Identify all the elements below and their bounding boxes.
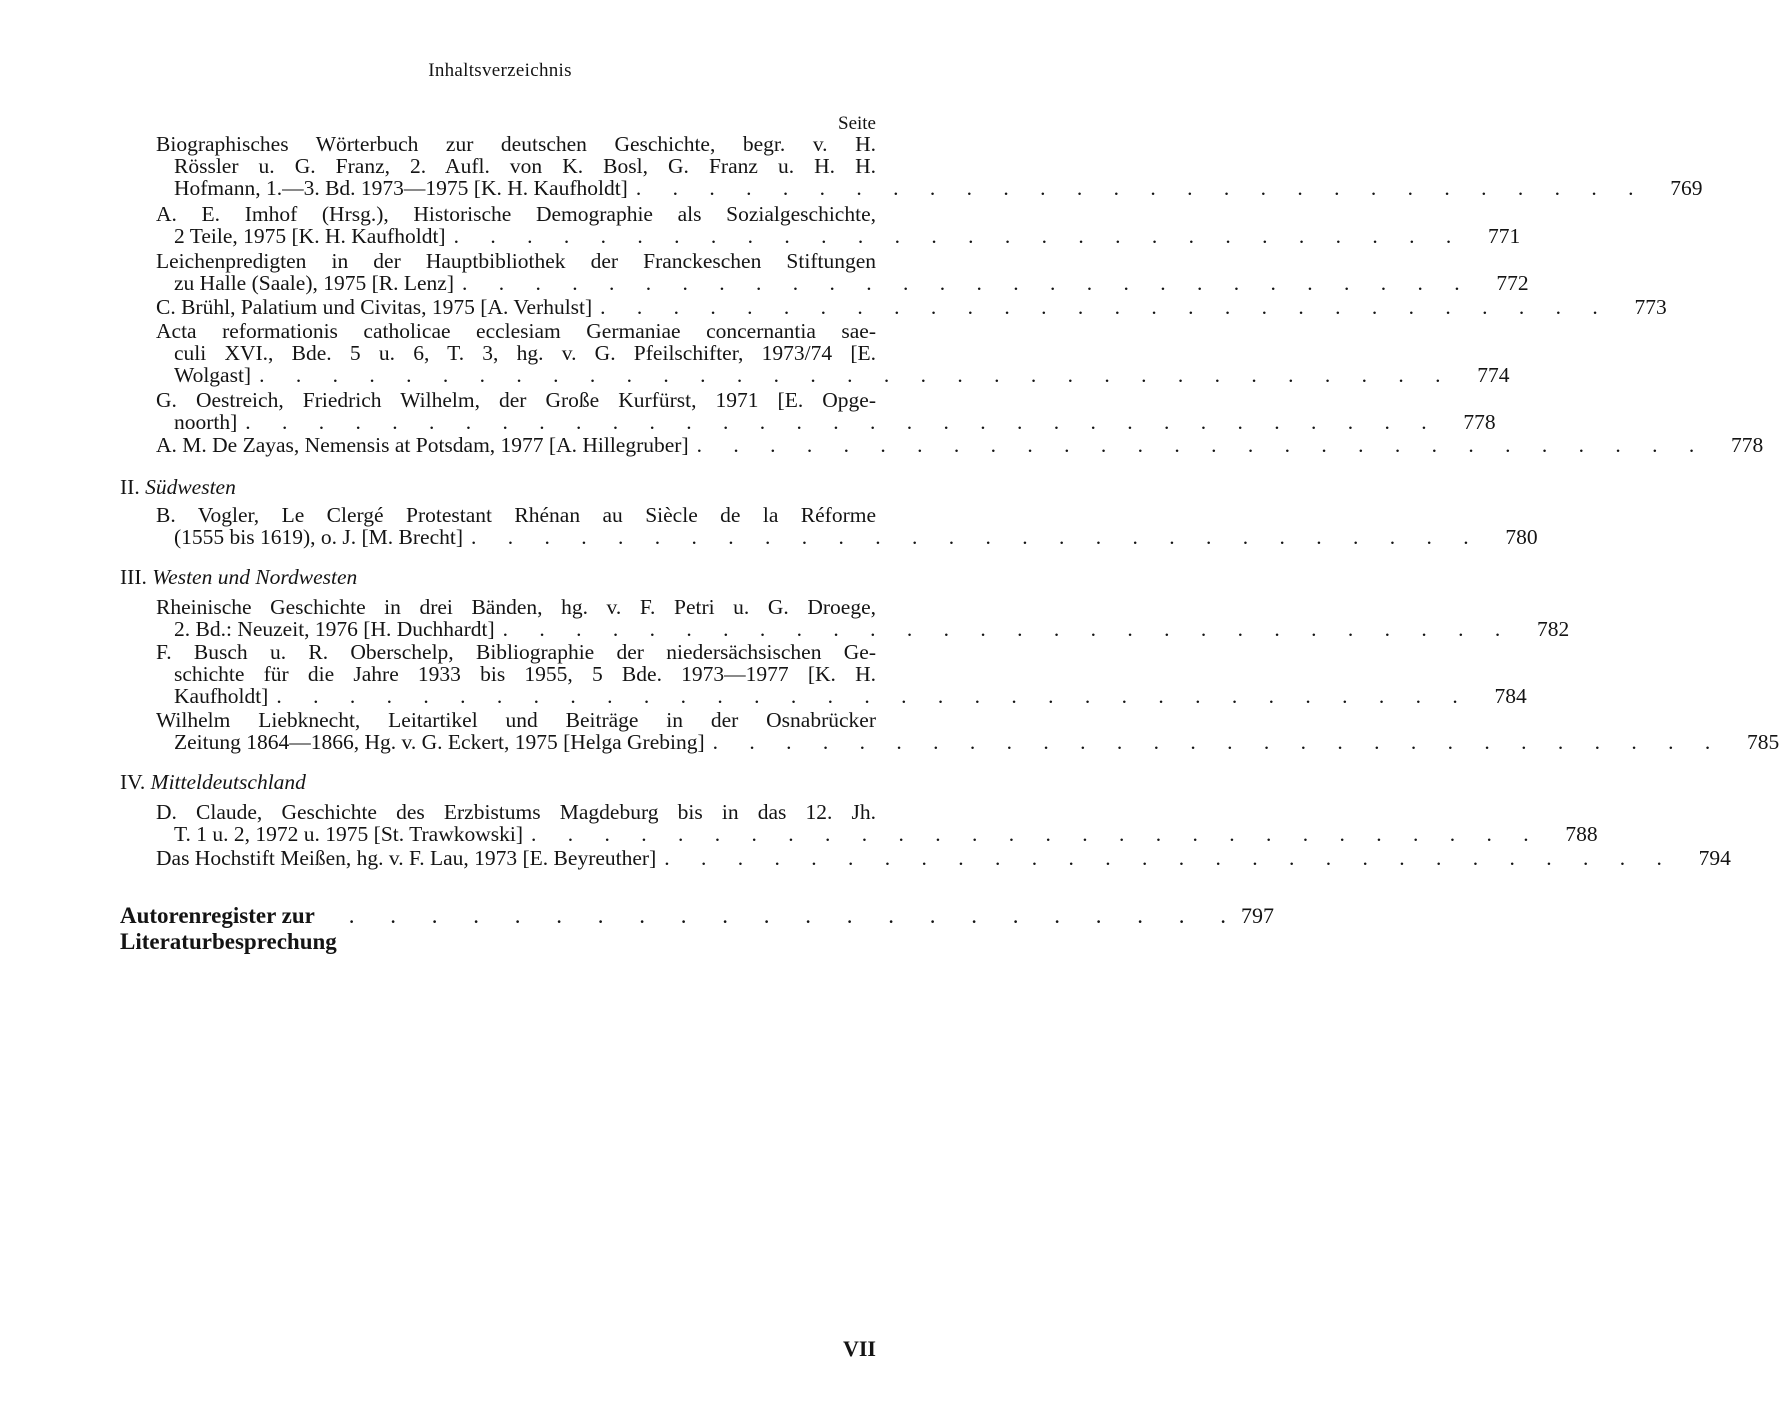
- entry-last-line: [156, 617, 1570, 641]
- page-number: 772: [1496, 271, 1529, 295]
- folio: VII: [842, 1336, 876, 1361]
- page-number: 784: [1494, 684, 1527, 708]
- entry-last-line: [156, 224, 1521, 248]
- leader-dots: . . . . . . . . . . . . . . . . . . . . . . . . . . . . . . . . .: [276, 684, 1471, 708]
- section-title: Mitteldeutschland: [150, 770, 306, 794]
- leader-dots: . . . . . . . . . . . . . . . . . . . . . . . . . . . .: [531, 822, 1542, 846]
- leader-dots: . . . . . . . . . . . . . . . . . . . . . . . . . . . .: [712, 730, 1724, 754]
- section-heading: [120, 770, 306, 795]
- entry-last-line: [156, 410, 1496, 434]
- page-column-label: Seite: [838, 113, 876, 134]
- entry-text: noorth]: [174, 410, 238, 434]
- page-number: 778: [1731, 433, 1764, 457]
- leader-dots: . . . . . . . . . . . . . . . . . . . . . . . . . . . .: [453, 224, 1465, 248]
- toc-entry: [156, 640, 1527, 708]
- leader-dots: . . . . . . . . . . . . . . . . . . . . . . . . . . . .: [502, 617, 1514, 641]
- toc-entry: [156, 388, 1496, 434]
- section-number: II.: [120, 475, 140, 499]
- toc-entry: [156, 319, 1510, 387]
- section-title: Westen und Nordwesten: [152, 565, 358, 589]
- entry-last-line: [156, 295, 1667, 319]
- entry-line: schichte für die Jahre 1933 bis 1955, 5 Bde. 1973—1977 [K. H.: [174, 662, 876, 686]
- running-head: Inhaltsverzeichnis: [428, 60, 572, 81]
- entry-last-line: [156, 433, 1764, 457]
- entry-text: zu Halle (Saale), 1975 [R. Lenz]: [174, 271, 454, 295]
- section-title: Südwesten: [145, 475, 236, 499]
- author-index-entry: [120, 903, 1275, 955]
- entry-last-line: [156, 822, 1598, 846]
- page-number: 782: [1537, 617, 1570, 641]
- entry-last-line: [156, 730, 1779, 754]
- leader-dots: . . . . . . . . . . . . . . . . . . . . . . . . . . . .: [471, 525, 1482, 549]
- entry-last-line: [156, 525, 1538, 549]
- leader-dots: . . . . . . . . . . . . . . . . . . . . . . . . . . . . . . . . .: [245, 410, 1440, 434]
- entry-last-line: [156, 271, 1529, 295]
- entry-line: Biographisches Wörterbuch zur deutschen Geschichte, begr. v. H.: [156, 132, 876, 156]
- page-number: 778: [1463, 410, 1496, 434]
- entry-text: Das Hochstift Meißen, hg. v. F. Lau, 1973 [E. Beyreuther]: [156, 846, 657, 870]
- entry-text: Wolgast]: [174, 363, 252, 387]
- section-number: IV.: [120, 770, 146, 794]
- entry-line: Acta reformationis catholicae ecclesiam Germaniae concernantia sae-: [156, 319, 876, 343]
- entry-line: G. Oestreich, Friedrich Wilhelm, der Große Kurfürst, 1971 [E. Opge-: [156, 388, 876, 412]
- page-number: 797: [1241, 903, 1275, 928]
- entry-line: F. Busch u. R. Oberschelp, Bibliographie der niedersächsischen Ge-: [156, 640, 876, 664]
- entry-line: culi XVI., Bde. 5 u. 6, T. 3, hg. v. G. Pfeilschifter, 1973/74 [E.: [174, 341, 876, 365]
- entry-line: A. E. Imhof (Hrsg.), Historische Demographie als Sozialgeschichte,: [156, 202, 876, 226]
- page-number: 769: [1670, 176, 1703, 200]
- toc-entry: [156, 846, 1731, 870]
- page-number: 788: [1565, 822, 1598, 846]
- entry-text: Zeitung 1864—1866, Hg. v. G. Eckert, 1975 [Helga Grebing]: [174, 730, 705, 754]
- page-number: 780: [1505, 525, 1538, 549]
- entry-line: Wilhelm Liebknecht, Leitartikel und Beiträge in der Osnabrücker: [156, 708, 876, 732]
- entry-text: T. 1 u. 2, 1972 u. 1975 [St. Trawkowski]: [174, 822, 523, 846]
- entry-text: 2. Bd.: Neuzeit, 1976 [H. Duchhardt]: [174, 617, 495, 641]
- entry-last-line: [156, 363, 1510, 387]
- entry-text: Hofmann, 1.—3. Bd. 1973—1975 [K. H. Kaufholdt]: [174, 176, 628, 200]
- author-index-title: Autorenregister zur Literaturbesprechung: [120, 903, 337, 954]
- entry-last-line: [156, 684, 1527, 708]
- page-number: 785: [1747, 730, 1779, 754]
- entry-text: 2 Teile, 1975 [K. H. Kaufholdt]: [174, 224, 446, 248]
- leader-dots: . . . . . . . . . . . . . . . . . . . . . . . . . . . .: [461, 271, 1473, 295]
- toc-entry: [156, 595, 1570, 641]
- page-number: 794: [1698, 846, 1731, 870]
- toc-entry: [156, 433, 1764, 457]
- toc-entry: [156, 503, 1538, 549]
- toc-entry: [156, 132, 1703, 200]
- entry-line: Leichenpredigten in der Hauptbibliothek der Franckeschen Stiftungen: [156, 249, 876, 273]
- leader-dots: . . . . . . . . . . . . . . . . . . . . . .: [348, 903, 1242, 928]
- entry-line: D. Claude, Geschichte des Erzbistums Magdeburg bis in das 12. Jh.: [156, 800, 876, 824]
- entry-text: Kaufholdt]: [174, 684, 269, 708]
- page-number: 774: [1477, 363, 1510, 387]
- toc-entry: [156, 202, 1521, 248]
- leader-dots: . . . . . . . . . . . . . . . . . . . . . . . . . . . .: [635, 176, 1647, 200]
- entry-last-line: [156, 846, 1731, 870]
- section-number: III.: [120, 565, 147, 589]
- entry-last-line: [156, 176, 1703, 200]
- leader-dots: . . . . . . . . . . . . . . . . . . . . . . . . . . . . . . . . .: [259, 363, 1454, 387]
- leader-dots: . . . . . . . . . . . . . . . . . . . . . . . . . . . .: [696, 433, 1708, 457]
- toc-entry: [156, 249, 1529, 295]
- page-number: 771: [1487, 224, 1521, 248]
- entry-text: (1555 bis 1619), o. J. [M. Brecht]: [174, 525, 464, 549]
- toc-entry: [156, 800, 1598, 846]
- page-number: 773: [1634, 295, 1667, 319]
- entry-line: Rössler u. G. Franz, 2. Aufl. von K. Bosl, G. Franz u. H. H.: [174, 154, 876, 178]
- entry-text: A. M. De Zayas, Nemensis at Potsdam, 1977 [A. Hillegruber]: [156, 433, 689, 457]
- entry-line: Rheinische Geschichte in drei Bänden, hg. v. F. Petri u. G. Droege,: [156, 595, 876, 619]
- leader-dots: . . . . . . . . . . . . . . . . . . . . . . . . . . . .: [600, 295, 1611, 319]
- leader-dots: . . . . . . . . . . . . . . . . . . . . . . . . . . . .: [664, 846, 1675, 870]
- toc-entry: [156, 295, 1667, 319]
- toc-entry: [156, 708, 1779, 754]
- section-heading: [120, 475, 236, 500]
- section-heading: [120, 565, 357, 590]
- entry-line: B. Vogler, Le Clergé Protestant Rhénan au Siècle de la Réforme: [156, 503, 876, 527]
- entry-text: C. Brühl, Palatium und Civitas, 1975 [A. Verhulst]: [156, 295, 593, 319]
